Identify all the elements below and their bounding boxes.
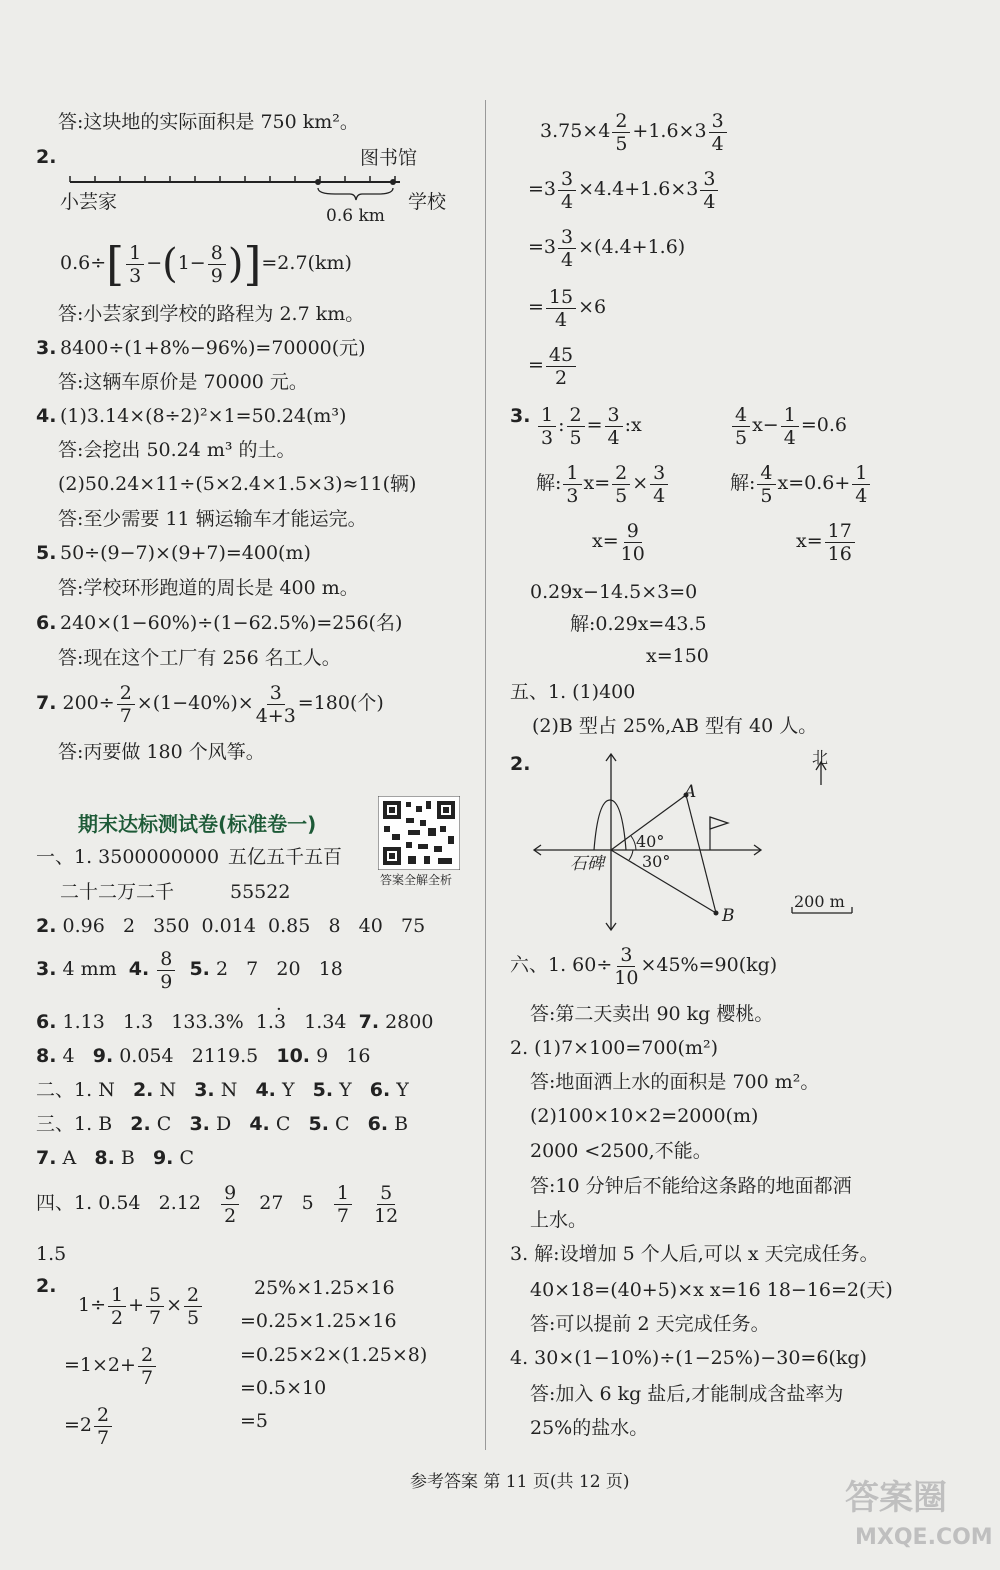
formula-line: =3 $\frac{3}{4}$ ×4.4+1.6×3 $\frac{3}{4}$ <box>528 166 720 213</box>
answer-line: (2)B 型占 25%,AB 型有 40 人。 <box>532 715 818 737</box>
formula-line: 7. 200÷ $\frac{2}{7}$ ×(1−40%)× $\frac{3}{4+3}$ =180(个) <box>36 681 384 727</box>
equation-line: x= $\frac{9}{10}$ <box>592 519 645 565</box>
stone-label: 石碑 <box>570 854 604 874</box>
question-number: 5. <box>36 542 57 564</box>
equation-line: 解:0.29x=43.5 <box>570 613 707 635</box>
formula-line: 1÷ $\frac{1}{2}$ + $\frac{5}{7}$ × $\frac{2}{5}$ <box>78 1282 204 1329</box>
answer-line: 答:会挖出 50.24 m³ 的土。 <box>58 439 296 461</box>
question-number: 4. <box>36 405 57 427</box>
formula-line: = $\frac{45}{2}$ <box>528 342 578 389</box>
answer-row: 2. 0.96 2 350 0.014 0.85 8 40 75 <box>36 915 426 937</box>
equation-line: x= $\frac{17}{16}$ <box>796 518 857 565</box>
qr-caption: 答案全解全析 <box>380 873 453 887</box>
equation-line: $\frac{4}{5}$ x− $\frac{1}{4}$ =0.6 <box>730 402 847 449</box>
answer-line: 答:加入 6 kg 盐后,才能制成含盐率为 <box>530 1383 844 1405</box>
home-label: 小芸家 <box>60 191 118 213</box>
answer-line: 答:第二天卖出 90 kg 樱桃。 <box>530 1003 774 1025</box>
formula-line: 六、1. 60÷ $\frac{3}{10}$ ×45%=90(kg) <box>510 943 778 989</box>
answer-line: 答:可以提前 2 天完成任务。 <box>530 1313 770 1335</box>
page-footer: 参考答案 第 11 页(共 12 页) <box>410 1472 630 1492</box>
formula-line: =5 <box>240 1410 269 1432</box>
equation-line: x=150 <box>646 645 709 667</box>
section-heading: 期末达标测试卷(标准卷一) <box>78 812 317 836</box>
formula-line: =2 $\frac{2}{7}$ <box>64 1402 114 1449</box>
answer-line: 答:这辆车原价是 70000 元。 <box>58 371 308 393</box>
watermark-logo: 答案圈 <box>845 1478 947 1518</box>
answer-line: 答:小芸家到学校的路程为 2.7 km。 <box>58 303 365 325</box>
formula-line: (2)50.24×11÷(5×2.4×1.5×3)≈11(辆) <box>58 473 417 495</box>
angle-40-label: 40° <box>636 832 665 851</box>
equation-line: 解: $\frac{4}{5}$ x=0.6+ $\frac{1}{4}$ <box>730 460 872 507</box>
answer-line: 3. 解:设增加 5 个人后,可以 x 天完成任务。 <box>510 1243 879 1265</box>
answer-line: 答:地面洒上水的面积是 700 m²。 <box>530 1071 820 1093</box>
scale-label: 200 m <box>794 892 845 911</box>
answer-row: 6. 1.13 1.3 133.3% 1.· 3 1.34 7. 2800 <box>36 1010 433 1034</box>
answer-line: 答:丙要做 180 个风筝。 <box>58 741 265 763</box>
answer-line: 25%的盐水。 <box>530 1417 649 1439</box>
flag-icon <box>710 817 728 829</box>
column-divider <box>485 100 486 1450</box>
equation-line: $\frac{1}{3}$ : $\frac{2}{5}$ = $\frac{3}{4}$ :x <box>536 402 642 449</box>
answer-row: 二、1. N 2. N 3. N 4. Y 5. Y 6. Y <box>36 1079 409 1101</box>
answer-line: 一、1. 3500000000 <box>36 846 220 868</box>
formula-line: 4. 30×(1−10%)÷(1−25%)−30=6(kg) <box>510 1347 867 1369</box>
formula-line: 2000 <2500,不能。 <box>530 1140 712 1162</box>
formula-line: =0.25×1.25×16 <box>240 1310 397 1332</box>
formula-line: 50÷(9−7)×(9+7)=400(m) <box>60 542 311 564</box>
answer-line: 五亿五千五百 <box>228 846 343 868</box>
library-label: 图书馆 <box>360 147 418 169</box>
answer-row: 三、1. B 2. C 3. D 4. C 5. C 6. B <box>36 1113 409 1135</box>
formula-line: =0.5×10 <box>240 1377 327 1399</box>
watermark-url: MXQE.COM <box>855 1525 993 1550</box>
question-number: 2. <box>36 146 57 168</box>
answer-row: 3. 4 mm 4. $\frac{8}{9}$ 5. 2 7 20 18 <box>36 947 343 993</box>
school-point <box>390 179 396 185</box>
formula-line: 40×18=(40+5)×x x=16 18−16=2(天) <box>530 1279 893 1301</box>
question-number: 3. <box>510 405 531 427</box>
distance-label: 0.6 km <box>326 206 385 226</box>
formula-line: =0.25×2×(1.25×8) <box>240 1344 428 1366</box>
formula-line: =3 $\frac{3}{4}$ ×(4.4+1.6) <box>528 225 686 271</box>
point-a-label: A <box>684 782 697 802</box>
formula-line: =1×2+ $\frac{2}{7}$ <box>64 1342 158 1389</box>
formula-line: 240×(1−60%)÷(1−62.5%)=256(名) <box>60 612 403 634</box>
point-b-label: B <box>722 906 735 926</box>
formula-line: 25%×1.25×16 <box>254 1277 395 1299</box>
question-number: 6. <box>36 612 57 634</box>
question-number: 3. <box>36 337 57 359</box>
angle-30-label: 30° <box>642 852 671 871</box>
answer-line: 五、1. (1)400 <box>510 681 636 703</box>
answer-line: 55522 <box>230 881 291 903</box>
formula-line: 3.75×4 $\frac{2}{5}$ +1.6×3 $\frac{3}{4}$ <box>540 108 729 155</box>
answer-row: 7. A 8. B 9. C <box>36 1147 194 1169</box>
qr-code-icon <box>378 796 460 870</box>
library-point <box>315 179 321 185</box>
answer-row: 1.5 <box>36 1243 67 1265</box>
north-label: 北 <box>812 748 829 767</box>
equation-line: 解: $\frac{1}{3}$ x= $\frac{2}{5}$ × $\frac{3}{4}$ <box>536 460 670 507</box>
point-b <box>714 911 719 916</box>
answer-line: 答:10 分钟后不能给这条路的地面都洒 <box>530 1175 852 1197</box>
question-number: 2. <box>510 753 531 775</box>
answer-line: 二十二万二千 <box>60 881 175 903</box>
formula-line: 2. (1)7×100=700(m²) <box>510 1037 718 1059</box>
answer-line: 答:至少需要 11 辆运输车才能运完。 <box>58 508 367 530</box>
answer-line: 答:学校环形跑道的周长是 400 m。 <box>58 577 359 599</box>
answer-line: 上水。 <box>530 1209 588 1231</box>
answer-row: 8. 4 9. 0.054 2119.5 10. 9 16 <box>36 1045 371 1067</box>
answer-line: 答:现在这个工厂有 256 名工人。 <box>58 647 341 669</box>
question-number: 2. <box>36 1275 57 1297</box>
formula-line: = $\frac{15}{4}$ ×6 <box>528 285 607 331</box>
formula-line: 8400÷(1+8%−96%)=70000(元) <box>60 337 366 359</box>
answer-row: 四、1. 0.54 2.12 $\frac{9}{2}$ 27 5 $\frac{1}{7}$ $\frac{5}{12}$ <box>36 1181 399 1227</box>
formula-line: (1)3.14×(8÷2)²×1=50.24(m³) <box>60 405 347 427</box>
formula-line: (2)100×10×2=2000(m) <box>530 1105 759 1127</box>
answer-line: 答:这块地的实际面积是 750 km²。 <box>58 111 359 133</box>
equation-line: 0.29x−14.5×3=0 <box>530 581 698 603</box>
formula-line: 0.6÷[ $\frac{1}{3}$ −(1− $\frac{8}{9}$ )]=2.7(km) <box>60 237 352 291</box>
school-label: 学校 <box>408 191 447 213</box>
